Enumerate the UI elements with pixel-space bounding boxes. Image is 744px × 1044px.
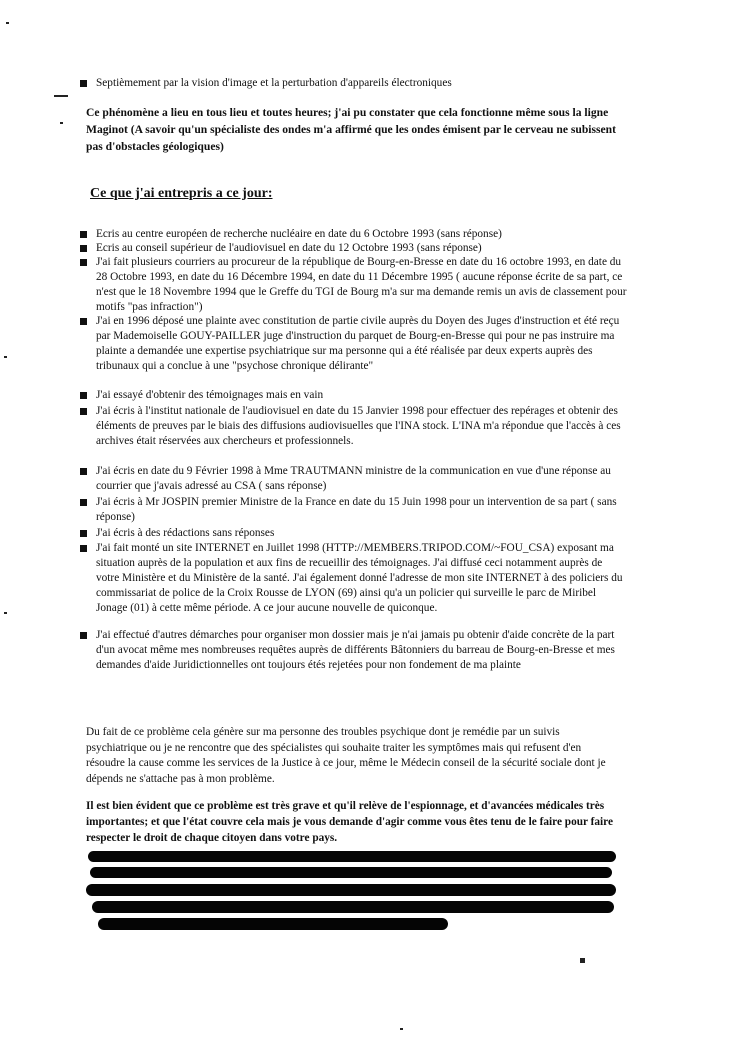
scan-speck bbox=[54, 95, 68, 97]
list-item-text: J'ai écris à des rédactions sans réponses bbox=[96, 527, 275, 539]
redaction-bar bbox=[90, 867, 612, 878]
scan-speck bbox=[400, 1028, 403, 1030]
list-item bbox=[86, 464, 628, 494]
square-bullet-icon bbox=[80, 632, 87, 639]
square-bullet-icon bbox=[80, 468, 87, 475]
square-bullet-icon bbox=[80, 408, 87, 415]
square-bullet-icon bbox=[80, 259, 87, 266]
square-bullet-icon bbox=[80, 231, 87, 238]
list-item bbox=[86, 541, 628, 616]
list-item bbox=[86, 255, 628, 315]
scan-speck bbox=[6, 22, 9, 24]
square-bullet-icon bbox=[80, 499, 87, 506]
list-item bbox=[86, 227, 628, 242]
redaction-bar bbox=[92, 901, 614, 913]
list-item-text: J'ai écris en date du 9 Février 1998 à Mme TRAUTMANN ministre de la communication en vue d'une réponse au courrier que j'avais adressé au CSA ( sans réponse) bbox=[96, 465, 611, 492]
square-bullet-icon bbox=[80, 530, 87, 537]
list-item bbox=[86, 388, 628, 403]
intro-paragraph: Ce phénomène a lieu en tous lieu et toutes heures; j'ai pu constater que cela fonctionne même sous la ligne Maginot (A savoir qu'un spécialiste des ondes m'a affirmé que les ondes émisent par le cerveau ne subissent pas d'obstacles géologiques) bbox=[86, 106, 616, 153]
redaction-bar bbox=[98, 918, 448, 930]
list-item bbox=[86, 241, 628, 256]
list-item-text: J'ai fait monté un site INTERNET en Juillet 1998 (HTTP://MEMBERS.TRIPOD.COM/~FOU_CSA) exposant ma situation auprès de la population et aux fins de recueillir des témoignages. J'ai diffusé ceci notamment auprès de votre Ministère et du Ministère de la santé. J'ai également donné l'adresse de mon site INTERNET à des policiers du commissariat de police de la Croix Rousse de LYON (69) ainsi qu'a un policier qui surveille le parc de Miribel Jonage (01) à cette même période. A ce jour aucune nouvelle de quiconque. bbox=[96, 542, 623, 614]
section-heading: Ce que j'ai entrepris a ce jour: bbox=[90, 186, 273, 201]
square-bullet-icon bbox=[80, 245, 87, 252]
list-item-text: J'ai fait plusieurs courriers au procureur de la république de Bourg-en-Bresse en date du 16 octobre 1993, en date du 28 Octobre 1993, en date du 16 Décembre 1994, en date du 11 Décembre 1995 ( aucune réponse écrite de sa part, ce n'est que le 18 Novembre 1994 que le Greffe du TGI de Bourg m'a sur ma demande remis un avis de classement pour motifs "pas infraction") bbox=[96, 256, 627, 313]
scan-speck bbox=[4, 356, 7, 358]
list-item-text: Ecris au conseil supérieur de l'audiovisuel en date du 12 Octobre 1993 (sans réponse) bbox=[96, 242, 482, 254]
list-item-text: Septièmement par la vision d'image et la perturbation d'appareils électroniques bbox=[96, 77, 452, 89]
list-item bbox=[86, 526, 628, 541]
list-item-text: J'ai en 1996 déposé une plainte avec constitution de partie civile auprès du Doyen des Juges d'instruction et été reçu par Mademoiselle GOUY-PAILLER juge d'instruction du parquet de Bourg-en-Bresse qui pour ne pas instruire ma plainte a demandée une expertise psychiatrique sur ma personne qui a été réalisée par deux experts auprès des tribunaux qui a conclue à une "psychose chronique délirante" bbox=[96, 315, 620, 372]
closing-paragraph: Il est bien évident que ce problème est très grave et qu'il relève de l'espionnage, et d'avancées médicales très importantes; et que l'état couvre cela mais je vous demande d'agir comme vous êtes tenu de le faire pour faire respecter le droit de chaque citoyen dans votre pays. bbox=[86, 800, 614, 844]
list-item-text: J'ai essayé d'obtenir des témoignages mais en vain bbox=[96, 389, 324, 401]
square-bullet-icon bbox=[80, 545, 87, 552]
redaction-bar bbox=[86, 884, 616, 896]
scan-speck bbox=[4, 612, 7, 614]
redaction-bar bbox=[88, 851, 616, 862]
square-bullet-icon bbox=[80, 80, 87, 87]
list-item bbox=[86, 404, 628, 449]
body-paragraph: Du fait de ce problème cela génère sur ma personne des troubles psychique dont je remédie par un suivis psychiatrique ou je ne rencontre que des spécialistes qui souhaite traiter les symptômes mais qui refusent d'en résoudre la cause comme les services de la Justice à ce jour, même le Médecin conseil de la sécurité sociale dont je dépends ne s'attache pas à mon problème. bbox=[86, 726, 606, 785]
list-item-text: J'ai écris à l'institut nationale de l'audiovisuel en date du 15 Janvier 1998 pour effectuer des repérages et obtenir des éléments de preuves par le biais des diffusions audiovisuelles que l'INA stock. L'INA m'a répondue que l'accès à ces archives était réservées aux chercheurs et professionnels. bbox=[96, 405, 621, 447]
list-item-text: J'ai écris à Mr JOSPIN premier Ministre de la France en date du 15 Juin 1998 pour un intervention de sa part ( sans réponse) bbox=[96, 496, 617, 523]
square-bullet-icon bbox=[80, 392, 87, 399]
list-item bbox=[86, 76, 628, 91]
scan-speck bbox=[60, 122, 63, 124]
square-bullet-icon bbox=[80, 318, 87, 325]
list-item bbox=[86, 314, 628, 374]
list-item bbox=[86, 495, 628, 525]
scan-speck bbox=[580, 958, 585, 963]
list-item bbox=[86, 628, 628, 673]
list-item-text: J'ai effectué d'autres démarches pour organiser mon dossier mais je n'ai jamais pu obtenir d'aide concrète de la part d'un avocat même mes nombreuses requêtes auprès de différents Bâtonniers du barreau de Bourg-en-Bresse et mes demandes d'aide Juridictionnelles ont toujours étés rejetées pour non fondement de ma plainte bbox=[96, 629, 615, 671]
list-item-text: Ecris au centre européen de recherche nucléaire en date du 6 Octobre 1993 (sans réponse) bbox=[96, 228, 502, 240]
